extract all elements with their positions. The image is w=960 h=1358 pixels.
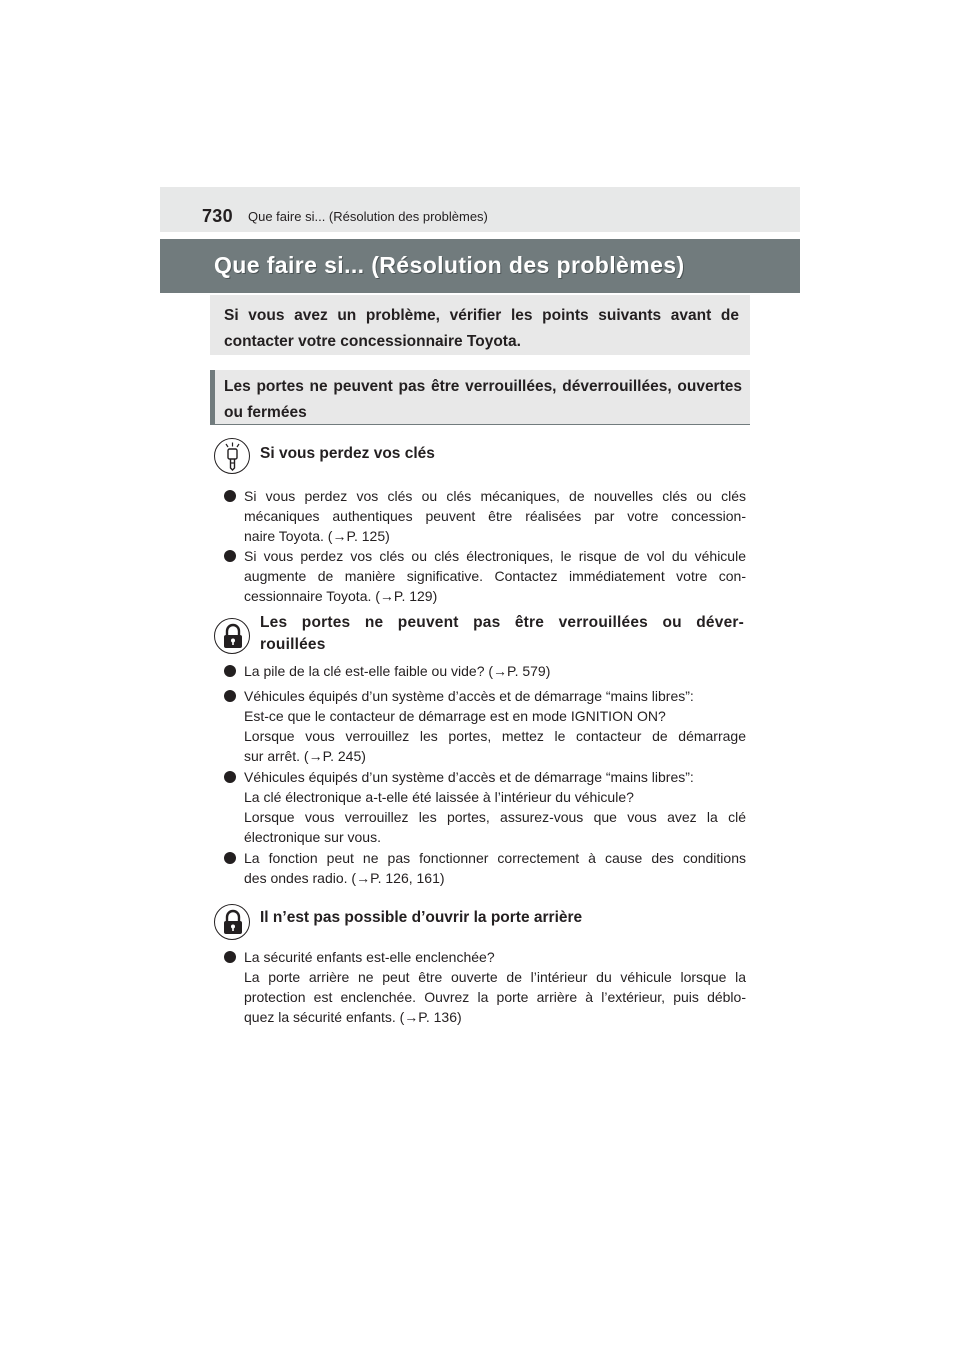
list-item: Si vous perdez vos clés ou clés électroniques, le risque de vol du véhicule augmente de manière significative. Contactez immédiatement votre con- cessionnaire Toyota. (→P. 129): [224, 546, 746, 606]
bullet-icon: [224, 852, 236, 864]
list-item: Véhicules équipés d’un système d’accès et de démarrage “mains libres”: La clé électronique a-t-elle été laissée à l’intérieur du véhicule? Lorsque vous verrouillez les portes, assurez-vous que vous avez la clé électronique sur vous.: [224, 767, 746, 847]
subsection-heading-doors-lock: Les portes ne peuvent pas être verrouillées ou déver- rouillées: [260, 614, 744, 653]
list-item: Véhicules équipés d’un système d’accès et de démarrage “mains libres”: Est-ce que le contacteur de démarrage est en mode IGNITION ON? Lorsque vous verrouillez les portes, mettez le contacteur de démarrage sur arrêt. (→P. 245): [224, 686, 746, 766]
list-item: La pile de la clé est-elle faible ou vide? (→P. 579): [224, 661, 746, 681]
padlock-icon: [214, 904, 250, 940]
running-title: Que faire si... (Résolution des problèmes): [248, 209, 488, 224]
list-item: Si vous perdez vos clés ou clés mécaniques, de nouvelles clés ou clés mécaniques authentiques peuvent être réalisées par votre concession- naire Toyota. (→P. 125): [224, 486, 746, 546]
bullet-icon: [224, 690, 236, 702]
padlock-icon: [214, 618, 250, 654]
list-item: La sécurité enfants est-elle enclenchée? La porte arrière ne peut être ouverte de l’intérieur du véhicule lorsque la protection est enclenchée. Ouvrez la porte arrière à l’extérieur, puis déblo- quez la sécurité enfants. (→P. 136): [224, 947, 746, 1027]
intro-box: Si vous avez un problème, vérifier les points suivants avant de contacter votre concessionnaire Toyota.: [210, 295, 750, 355]
bullet-icon: [224, 490, 236, 502]
bullet-icon: [224, 951, 236, 963]
section-heading: Les portes ne peuvent pas être verrouillées, déverrouillées, ouvertes ou fermées: [210, 370, 750, 425]
page-title: Que faire si... (Résolution des problèmes): [214, 252, 685, 278]
subsection-heading-lost-keys: Si vous perdez vos clés: [260, 445, 435, 462]
page-number: 730: [202, 206, 233, 226]
bullet-icon: [224, 665, 236, 677]
key-icon: [214, 438, 250, 474]
bullet-icon: [224, 550, 236, 562]
list-item: La fonction peut ne pas fonctionner correctement à cause des conditions des ondes radio. (→P. 126, 161): [224, 848, 746, 888]
subsection-heading-rear-door: Il n’est pas possible d’ouvrir la porte arrière: [260, 909, 583, 926]
bullet-icon: [224, 771, 236, 783]
